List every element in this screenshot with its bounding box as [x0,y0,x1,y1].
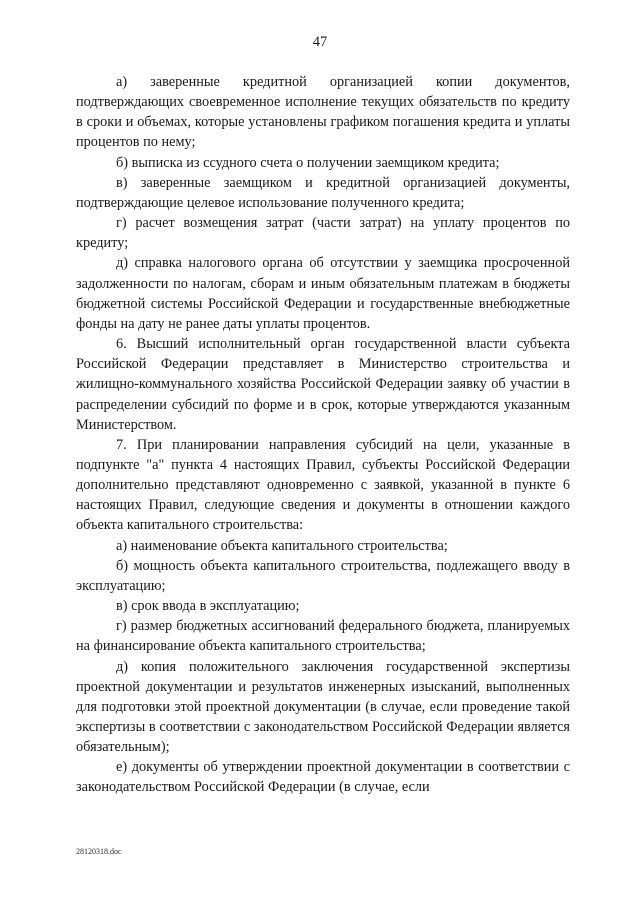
page-number: 47 [312,34,328,50]
paragraph-item-v-2: в) срок ввода в эксплуатацию; [116,598,300,615]
paragraph-item-g-2: г) размер бюджетных ассигнований федерального бюджета, планируемых на финансирование объекта капитального строительства; [76,618,570,655]
paragraph-section-6: 6. Высший исполнительный орган государственной власти субъекта Российской Федерации представляет в Министерство строительства и жилищно-коммунального хозяйства Российской Федерации заявку об участии в распределении субсидий по форме и в срок, которые утверждаются указанным Министерством. [76,336,570,433]
paragraph-item-v: в) заверенные заемщиком и кредитной организацией документы, подтверждающие целевое использование полученного кредита; [76,174,570,211]
paragraph-item-a: а) заверенные кредитной организацией копии документов, подтверждающих своевременное исполнение текущих обязательств по кредиту в сроки и объемах, которые установлены графиком погашения кредита и уплаты процентов по нему; [76,74,570,151]
paragraph-item-d: д) справка налогового органа об отсутствии у заемщика просроченной задолженности по налогам, сборам и иным обязательным платежам в бюджеты бюджетной системы Российской Федерации и государственные внебюджетные фонды на дату не ранее даты уплаты процентов. [76,255,570,332]
paragraph-item-e-2: е) документы об утверждении проектной документации в соответствии с законодательством Российской Федерации (в случае, если [76,759,570,796]
paragraph-item-d-2: д) копия положительного заключения государственной экспертизы проектной документации и результатов инженерных изысканий, выполненных для подготовки этой проектной документации (в случае, если проведение такой экспертизы в соответствии с законодательством Российской Федерации является обязательным); [76,658,570,756]
paragraph-item-b-2: б) мощность объекта капитального строительства, подлежащего вводу в эксплуатацию; [76,557,570,594]
paragraph-item-a-2: а) наименование объекта капитального строительства; [116,537,448,554]
document-body [76,72,570,798]
paragraph-section-7: 7. При планировании направления субсидий на цели, указанные в подпункте "а" пункта 4 настоящих Правил, субъекты Российской Федерации дополнительно представляют одновременно с заявкой, указанной в пункте 6 настоящих Правил, следующие сведения и документы в отношении каждого объекта капитального строительства: [76,436,570,534]
paragraph-item-g: г) расчет возмещения затрат (части затрат) на уплату процентов по кредиту; [76,215,570,252]
footer-filename: 28120318.doc [76,847,122,856]
paragraph-item-b: б) выписка из ссудного счета о получении заемщиком кредита; [116,154,500,171]
